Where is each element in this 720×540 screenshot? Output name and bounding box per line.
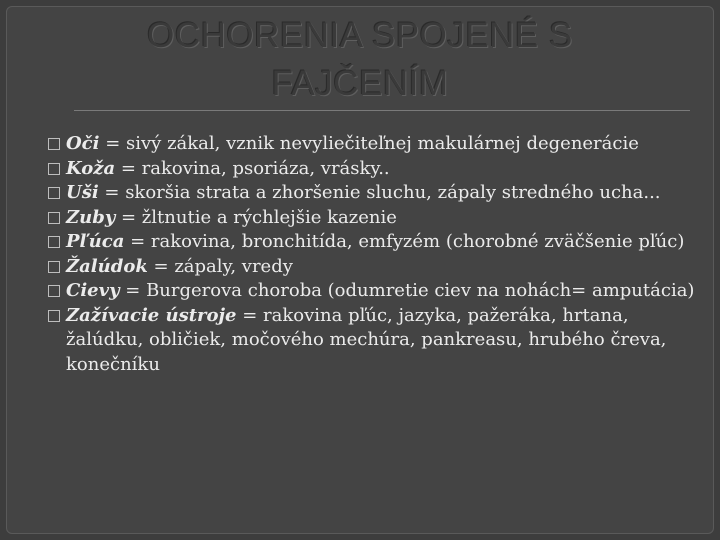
slide-title bbox=[90, 12, 630, 108]
item-term: Zuby bbox=[66, 206, 116, 228]
bullet-square-icon bbox=[48, 236, 60, 248]
bullet-square-icon bbox=[48, 261, 60, 273]
list-item bbox=[48, 304, 696, 378]
list-item bbox=[48, 157, 696, 182]
item-text: = rakovina pľúc, jazyka, pažeráka, hrtana, žalúdku, obličiek, močového mechúra, pankreasu, hrubého čreva, konečníku bbox=[66, 304, 667, 375]
item-text: = zápaly, vredy bbox=[147, 255, 293, 277]
list-item bbox=[48, 279, 696, 304]
item-term: Pľúca bbox=[66, 231, 125, 252]
bullet-square-icon bbox=[48, 138, 60, 150]
item-term: Žalúdok bbox=[66, 255, 148, 277]
title-line-1: OCHORENIA SPOJENÉ S bbox=[147, 16, 573, 55]
item-term: Cievy bbox=[66, 280, 120, 301]
bullet-list bbox=[48, 132, 696, 377]
title-divider bbox=[74, 110, 690, 111]
list-item bbox=[48, 230, 696, 255]
bullet-square-icon bbox=[48, 212, 60, 224]
bullet-square-icon bbox=[48, 187, 60, 199]
item-text: = rakovina, psoriáza, vrásky.. bbox=[115, 157, 390, 179]
item-term: Koža bbox=[66, 157, 116, 179]
item-text: = rakovina, bronchitída, emfyzém (chorobné zväčšenie pľúc) bbox=[124, 231, 685, 252]
item-term: Zažívacie ústroje bbox=[66, 304, 237, 326]
item-text: = sivý zákal, vznik nevyliečiteľnej makulárnej degenerácie bbox=[99, 133, 639, 154]
title-line-2: FAJČENÍM bbox=[271, 64, 449, 103]
item-term: Oči bbox=[66, 133, 100, 154]
bullet-square-icon bbox=[48, 285, 60, 297]
item-text: = Burgerova choroba (odumretie ciev na nohách= amputácia) bbox=[119, 280, 695, 301]
bullet-square-icon bbox=[48, 163, 60, 175]
list-item bbox=[48, 181, 696, 206]
item-text: = skoršia strata a zhoršenie sluchu, zápaly stredného ucha... bbox=[98, 182, 661, 203]
bullet-square-icon bbox=[48, 310, 60, 322]
item-text: = žltnutie a rýchlejšie kazenie bbox=[115, 206, 397, 228]
item-term: Uši bbox=[66, 182, 99, 203]
list-item bbox=[48, 132, 696, 157]
list-item bbox=[48, 255, 696, 280]
list-item bbox=[48, 206, 696, 231]
